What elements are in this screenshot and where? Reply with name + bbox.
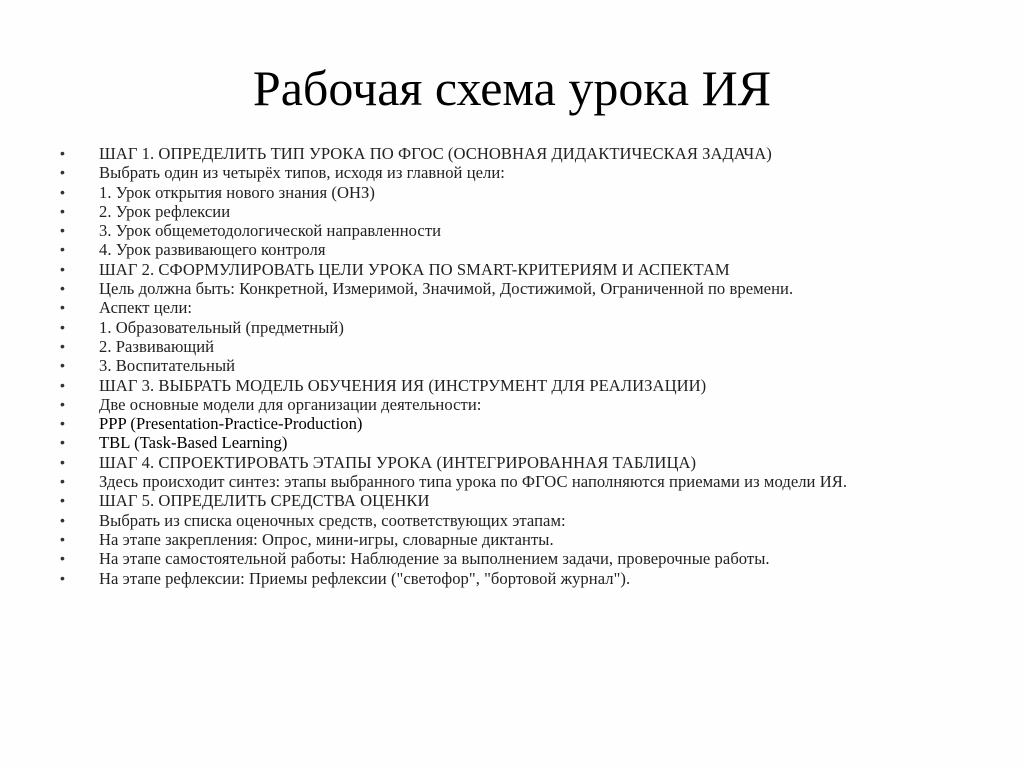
- bullet-text: ШАГ 5. ОПРЕДЕЛИТЬ СРЕДСТВА ОЦЕНКИ: [99, 491, 430, 511]
- bullet-text: Выбрать один из четырёх типов, исходя из главной цели:: [99, 163, 505, 183]
- bullet-item: [60, 183, 970, 202]
- bullet-text: 3. Урок общеметодологической направленности: [99, 221, 442, 241]
- bullet-item: [60, 472, 970, 491]
- bullet-text: 3. Воспитательный: [99, 356, 236, 376]
- bullet-item: [60, 414, 970, 433]
- bullet-item: [60, 298, 970, 317]
- bullet-text: На этапе самостоятельной работы: Наблюдение за выполнением задачи, проверочные работы.: [99, 549, 770, 569]
- bullet-item-step-5: [60, 491, 970, 510]
- bullet-icon: •: [60, 530, 65, 547]
- bullet-icon: •: [60, 550, 65, 567]
- bullet-icon: •: [60, 318, 65, 335]
- bullet-item-step-1: [60, 144, 970, 163]
- bullet-item: [60, 337, 970, 356]
- bullet-icon: •: [60, 202, 65, 219]
- bullet-text: ШАГ 4. СПРОЕКТИРОВАТЬ ЭТАПЫ УРОКА (ИНТЕГРИРОВАННАЯ ТАБЛИЦА): [99, 452, 697, 472]
- bullet-icon: •: [60, 453, 65, 470]
- bullet-icon: •: [60, 492, 65, 509]
- bullet-icon: •: [60, 164, 65, 181]
- bullet-text: Здесь происходит синтез: этапы выбранного типа урока по ФГОС наполняются приемами из модели ИЯ.: [99, 472, 848, 492]
- bullet-item: [60, 569, 970, 588]
- bullet-item: [60, 202, 970, 221]
- bullet-text: 1. Урок открытия нового знания (ОНЗ): [99, 182, 375, 202]
- bullet-text: ШАГ 2. СФОРМУЛИРОВАТЬ ЦЕЛИ УРОКА ПО SMART-КРИТЕРИЯМ И АСПЕКТАМ: [99, 259, 730, 279]
- bullet-text: PPP (Presentation-Practice-Production): [99, 414, 363, 434]
- bullet-icon: •: [60, 415, 65, 432]
- bullet-item: [60, 356, 970, 375]
- bullet-icon: •: [60, 376, 65, 393]
- bullet-icon: •: [60, 395, 65, 412]
- bullet-text: ШАГ 1. ОПРЕДЕЛИТЬ ТИП УРОКА ПО ФГОС (ОСНОВНАЯ ДИДАКТИЧЕСКАЯ ЗАДАЧА): [99, 144, 772, 163]
- bullet-list: [60, 144, 970, 588]
- bullet-item: [60, 318, 970, 337]
- bullet-item: [60, 511, 970, 530]
- bullet-item: [60, 279, 970, 298]
- bullet-text: На этапе закрепления: Опрос, мини-игры, словарные диктанты.: [99, 529, 554, 549]
- slide-title: Рабочая схема урока ИЯ: [252, 60, 772, 116]
- bullet-icon: •: [60, 183, 65, 200]
- bullet-text: Аспект цели:: [99, 298, 193, 318]
- bullet-icon: •: [60, 434, 65, 451]
- bullet-text: Две основные модели для организации деятельности:: [99, 394, 482, 414]
- bullet-icon: •: [60, 299, 65, 316]
- bullet-text: 2. Развивающий: [99, 336, 215, 356]
- bullet-icon: •: [60, 260, 65, 277]
- bullet-icon: •: [60, 241, 65, 258]
- bullet-item: [60, 163, 970, 182]
- bullet-item-step-3: [60, 376, 970, 395]
- bullet-icon: •: [60, 145, 65, 161]
- bullet-text: На этапе рефлексии: Приемы рефлексии ("светофор", "бортовой журнал").: [99, 568, 631, 588]
- bullet-item-step-2: [60, 260, 970, 279]
- bullet-icon: •: [60, 337, 65, 354]
- bullet-icon: •: [60, 280, 65, 297]
- bullet-text: Выбрать из списка оценочных средств, соответствующих этапам:: [99, 510, 566, 530]
- bullet-item: [60, 395, 970, 414]
- bullet-text: 2. Урок рефлексии: [99, 201, 231, 221]
- bullet-icon: •: [60, 473, 65, 490]
- bullet-item: [60, 240, 970, 259]
- bullet-text: 1. Образовательный (предметный): [99, 317, 344, 337]
- bullet-item: [60, 433, 970, 452]
- bullet-text: ШАГ 3. ВЫБРАТЬ МОДЕЛЬ ОБУЧЕНИЯ ИЯ (ИНСТРУМЕНТ ДЛЯ РЕАЛИЗАЦИИ): [99, 375, 707, 395]
- bullet-icon: •: [60, 511, 65, 528]
- bullet-icon: •: [60, 222, 65, 239]
- bullet-text: 4. Урок развивающего контроля: [99, 240, 326, 260]
- bullet-icon: •: [60, 357, 65, 374]
- bullet-text: TBL (Task-Based Learning): [99, 433, 288, 453]
- bullet-icon: •: [60, 569, 65, 586]
- bullet-item: [60, 549, 970, 568]
- bullet-text: Цель должна быть: Конкретной, Измеримой, Значимой, Достижимой, Ограниченной по времени.: [99, 279, 794, 299]
- bullet-item: [60, 530, 970, 549]
- bullet-item: [60, 221, 970, 240]
- bullet-item-step-4: [60, 453, 970, 472]
